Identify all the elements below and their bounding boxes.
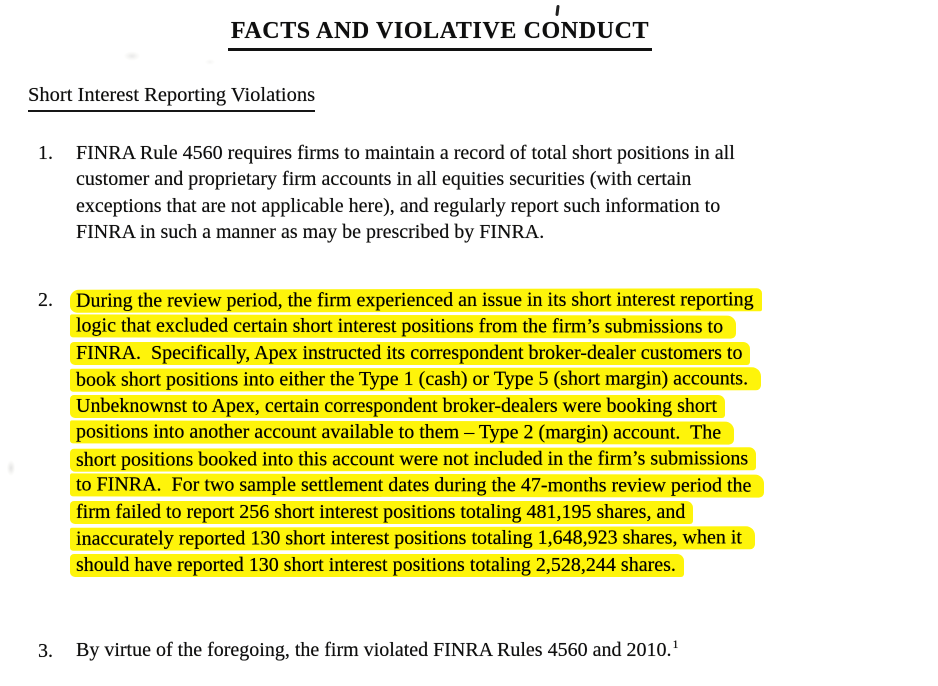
paragraph-3-body: By virtue of the foregoing, the firm violated FINRA Rules 4560 and 2010. $^1$ xyxy=(76,636,679,662)
section-heading: Short Interest Reporting Violations xyxy=(28,82,315,112)
text-line: FINRA in such a manner as may be prescribed by FINRA. xyxy=(76,221,545,244)
text-line: customer and proprietary firm accounts in all equities securities (with certain xyxy=(76,168,692,191)
list-number: 1. xyxy=(38,142,53,164)
highlighted-line: inaccurately reported 130 short interest positions totaling 1,648,923 shares, when it xyxy=(70,527,755,551)
paragraph-1 xyxy=(38,140,938,246)
title-row xyxy=(0,0,938,51)
list-number: 3. xyxy=(38,639,53,662)
highlighted-line: book short positions into either the Type 1 (cash) or Type 5 (short margin) accounts. xyxy=(70,368,761,392)
highlighted-line: FINRA. Specifically, Apex instructed its correspondent broker-dealer customers to xyxy=(70,342,750,365)
list-number: 2. xyxy=(38,289,53,311)
text-line: exceptions that are not applicable here), and regularly report such information to xyxy=(76,194,721,217)
highlighted-line: to FINRA. For two sample settlement dates during the 47-months review period the xyxy=(70,474,764,498)
paragraph-1-body xyxy=(76,140,735,246)
highlighted-line: short positions booked into this account were not included in the firm’s submissions xyxy=(70,447,756,471)
paragraph-2-body xyxy=(76,287,764,579)
highlighted-line: should have reported 130 short interest positions totaling 2,528,244 shares. xyxy=(70,554,684,577)
paragraph-3 xyxy=(38,638,938,665)
text-line: By virtue of the foregoing, the firm violated FINRA Rules 4560 and 2010. xyxy=(76,639,672,662)
paragraph-2 xyxy=(38,287,938,579)
highlighted-line: firm failed to report 256 short interest positions totaling 481,195 shares, and xyxy=(70,501,693,524)
highlighted-line: During the review period, the firm experienced an issue in its short interest reporting xyxy=(70,288,762,312)
highlighted-line: logic that excluded certain short interest positions from the firm’s submissions to xyxy=(70,315,736,339)
highlighted-line: positions into another account available to them – Type 2 (margin) account. The xyxy=(70,421,734,445)
document-title: FACTS AND VIOLATIVE CONDUCT xyxy=(228,16,652,51)
highlighted-line: Unbeknownst to Apex, certain correspondent broker-dealers were booking short xyxy=(70,395,725,418)
text-line: FINRA Rule 4560 requires firms to maintain a record of total short positions in all xyxy=(76,141,735,164)
